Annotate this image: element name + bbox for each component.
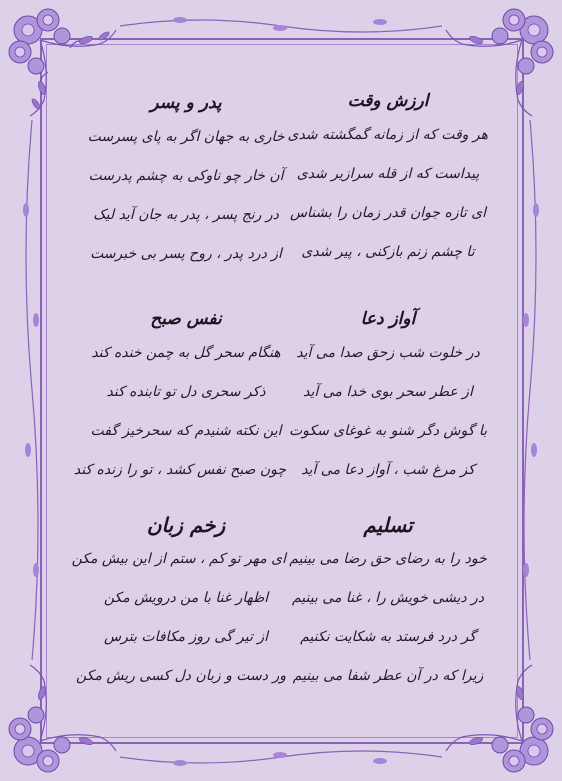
verse-line: ای مهر تو کم ، ستم از این بیش مکن	[71, 551, 286, 567]
verse-line: در دیشی خویش را ، غنا می بینیم	[291, 590, 485, 606]
verse-line: کز مرغ شب ، آواز دعا می آید	[301, 462, 475, 478]
verse-line: زیرا که در آن عطر شفا می بینیم	[292, 668, 484, 684]
poem-title: زخم زبان	[146, 513, 226, 537]
verse-line: با گوش دگر شنو به غوغای سکوت	[288, 423, 488, 439]
verse-line: گر درد فرستد به شکایت نکنیم	[300, 629, 476, 645]
verse-line: این نکته شنیدم که سحرخیز گفت	[90, 423, 282, 439]
verse-line: خود را به رضای حق رضا می بینیم	[289, 551, 487, 567]
verse-line: آن خار چو ناوکی به چشم پدرست	[88, 168, 284, 184]
poem-title: آواز دعا	[360, 309, 416, 329]
vine-ornament-bottom	[120, 745, 442, 775]
verse-line: ذکر سحری دل تو تابنده کند	[106, 384, 266, 400]
verse-line: اظهار غنا با من درویش مکن	[103, 590, 269, 606]
verse-line: خاری به جهان اگر به پای پسرست	[87, 129, 285, 145]
poem-taslim	[288, 510, 488, 696]
poem-pedar-pesar	[86, 88, 286, 274]
verse-line: ای تازه جوان قدر زمان را بشناس	[289, 205, 487, 221]
verse-line: چون صبح نفس کشد ، تو را زنده کند	[73, 462, 286, 478]
vine-ornament-top	[120, 8, 442, 38]
vine-ornament-right	[518, 120, 548, 660]
verse-line: ور دست و زبان دل کسی ریش مکن	[76, 668, 286, 684]
poem-title: نفس صبح	[150, 309, 222, 329]
verse-line: از عطر سحر بوی خدا می آید	[303, 384, 473, 400]
vine-ornament-left	[14, 120, 44, 660]
verse-line: در رنج پسر ، پدر به جان آید لیک	[93, 207, 279, 223]
verse-line: پیداست که از قله سرازیر شدی	[296, 166, 480, 182]
poem-avaz-doa	[288, 304, 488, 490]
verse-line: در خلوت شب زحق صدا می آید	[296, 345, 480, 361]
verse-line: هر وقت که از زمانه گمگشته شدی	[287, 127, 488, 143]
poem-title: ارزش وقت	[347, 91, 429, 111]
verse-line: از تیر گی روز مکافات بترس	[104, 629, 268, 645]
verse-line: از درد پدر ، روح پسر بی خبرست	[90, 246, 282, 262]
poem-title: پدر و پسر	[150, 93, 222, 113]
poem-zakhm-zaban	[71, 510, 286, 696]
poem-nafas-sobh	[73, 304, 286, 490]
poem-arzesh-vaght	[288, 86, 488, 272]
verse-line: تا چشم زنم بازکنی ، پیر شدی	[301, 244, 475, 260]
verse-line: هنگام سحر گل به چمن خنده کند	[91, 345, 281, 361]
poem-title: تسلیم	[363, 513, 413, 537]
